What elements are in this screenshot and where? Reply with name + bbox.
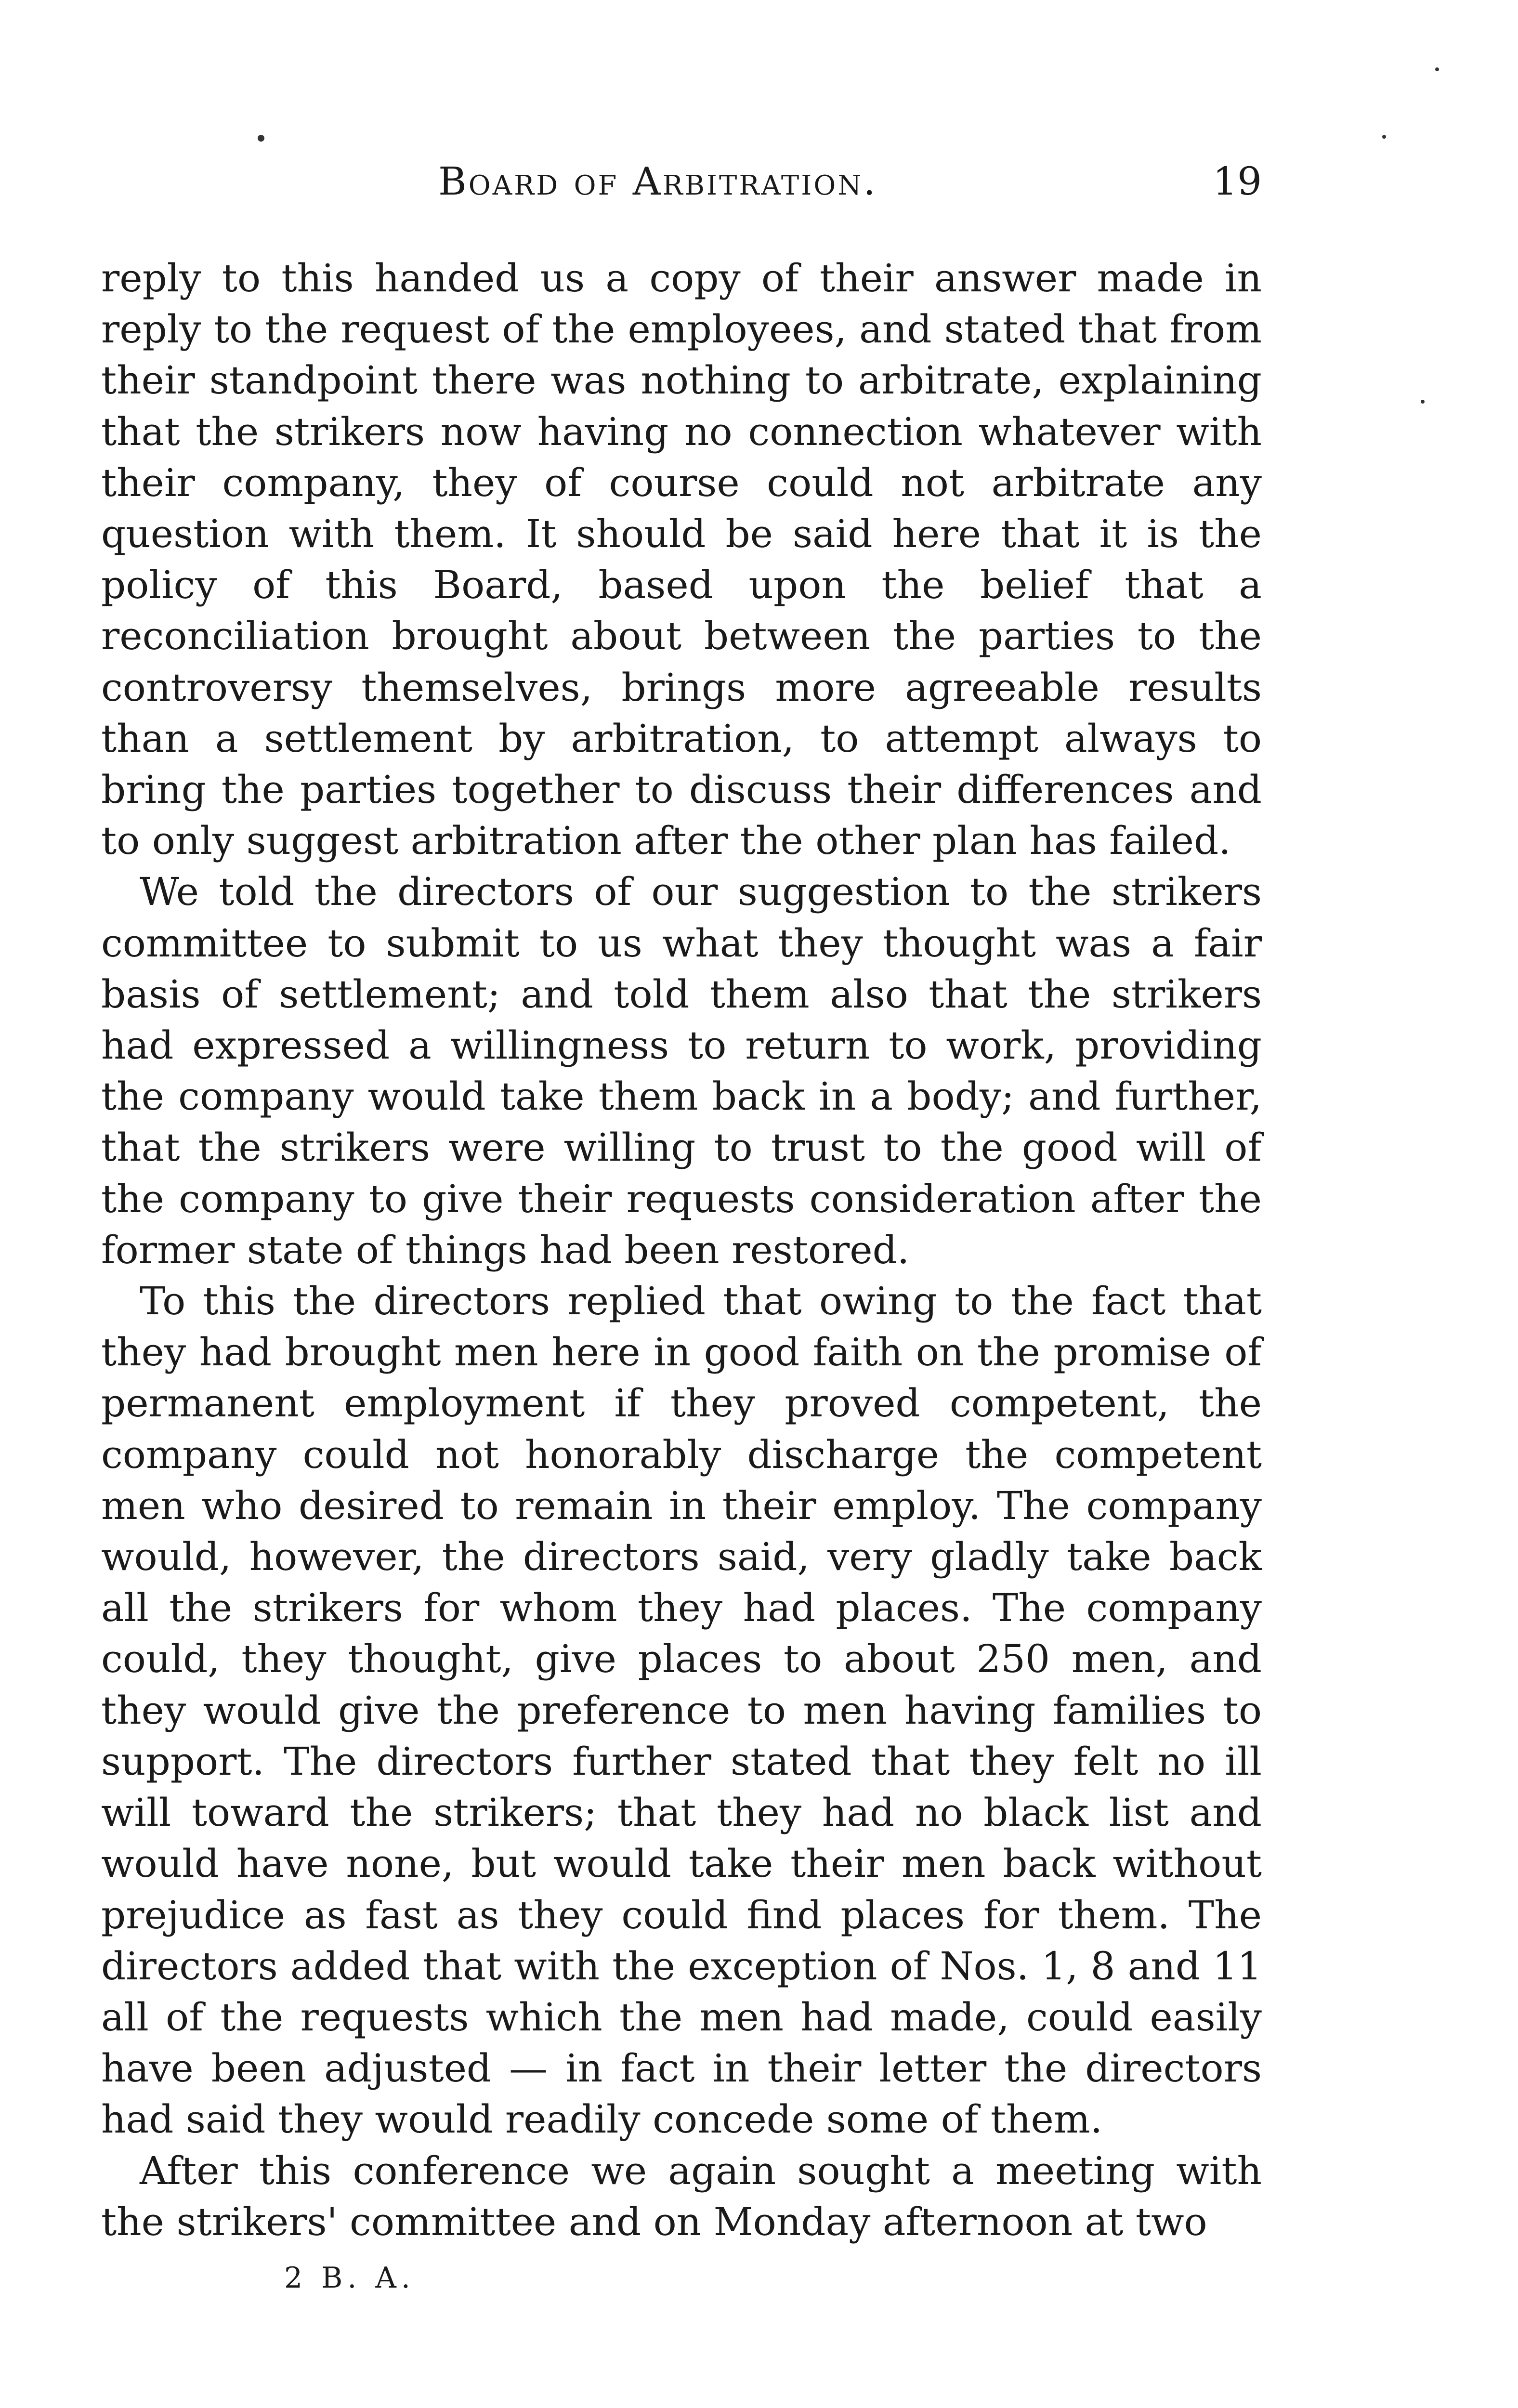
paragraph: To this the directors replied that owing to the fact that they had brought men here in good faith on the promise of permanent employment if they proved competent, the company could not honorably discharge the competent men who desired to remain in their employ. The company would, however, the directors said, very gladly take back all the strikers for whom they had places. The company could, they thought, give places to about 250 men, and they would give the preference to men having families to support. The directors further stated that they felt no ill will toward the strikers; that they had no black list and would have none, but would take their men back without prejudice as fast as they could find places for them. The directors added that with the exception of Nos. 1, 8 and 11 all of the requests which the men had made, could easily have been adjusted — in fact in their letter the directors had said they would readily concede some of them. — [101, 1279, 1262, 2142]
paragraph: After this conference we again sought a meeting with the strikers' committee and on Monday afternoon at two — [101, 2148, 1262, 2244]
scan-speck — [1382, 135, 1386, 139]
page-header — [101, 159, 1262, 217]
paragraph: reply to this handed us a copy of their answer made in reply to the request of the employees, and stated that from their standpoint there was nothing to arbitrate, explaining that the strikers now having no connection whatever with their company, they of course could not arbitrate any question with them. It should be said here that it is the policy of this Board, based upon the belief that a reconciliation brought about between the parties to the controversy themselves, brings more agreeable results than a settlement by arbitration, to attempt always to bring the parties together to discuss their differences and to only suggest arbitration after the other plan has failed. — [101, 256, 1262, 864]
paragraph: We told the directors of our suggestion to the strikers committee to submit to us what they thought was a fair basis of settlement; and told them also that the strikers had expressed a willingness to return to work, providing the company would take them back in a body; and further, that the strikers were willing to trust to the good will of the company to give their requests consideration after the former state of things had been restored. — [101, 869, 1262, 1272]
signature-mark: 2 B. A. — [284, 2261, 415, 2295]
scan-speck — [1435, 67, 1439, 71]
running-head: Board of Arbitration. — [438, 159, 877, 204]
body-text — [101, 253, 1262, 2248]
scan-speck — [258, 135, 264, 142]
scan-speck — [1421, 400, 1425, 404]
page-number: 19 — [1213, 159, 1262, 204]
